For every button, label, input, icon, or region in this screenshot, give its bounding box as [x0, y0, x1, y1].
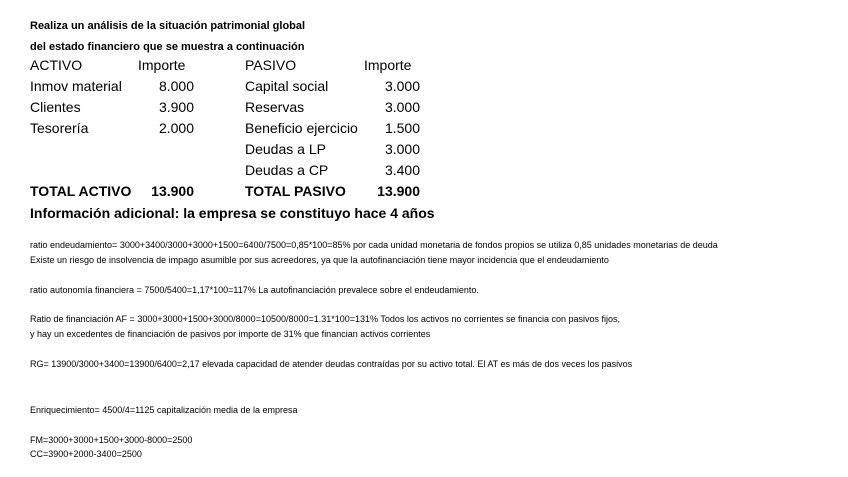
pasivo-label: Beneficio ejercicio: [245, 120, 358, 136]
pasivo-value: 3.000: [384, 99, 420, 115]
exercise-title-line-2: del estado financiero que se muestra a continuación: [30, 41, 305, 53]
note-ratio-financiacion: Ratio de financiación AF = 3000+3000+1500+3000/8000=10500/8000=1.31*100=131% Todos los activos no corrientes se financia con pasivos fijos,: [30, 314, 621, 324]
activo-value: 8.000: [158, 78, 194, 94]
activo-importe-header: Importe: [138, 57, 186, 73]
pasivo-value: 1.500: [384, 120, 420, 136]
pasivo-importe-header: Importe: [364, 57, 412, 73]
note-cc: CC=3900+2000-3400=2500: [30, 449, 142, 459]
activo-label: Inmov material: [30, 78, 122, 94]
exercise-title-line-1: Realiza un análisis de la situación patrimonial global: [30, 20, 306, 32]
activo-value: 2.000: [158, 120, 194, 136]
note-enriquecimiento: Enriquecimiento= 4500/4=1125 capitalización media de la empresa: [30, 405, 298, 415]
note-fm: FM=3000+3000+1500+3000-8000=2500: [30, 435, 193, 445]
note-excedentes: y hay un excedentes de financiación de pasivos por importe de 31% que financian activos corrientes: [30, 329, 431, 339]
pasivo-header: PASIVO: [245, 57, 297, 73]
pasivo-value: 3.000: [384, 78, 420, 94]
note-riesgo-insolvencia: Existe un riesgo de insolvencia de impago asumible por sus acreedores, ya que la autofinanciación tiene mayor incidencia que el endeudamiento: [30, 255, 609, 265]
pasivo-label: Deudas a CP: [245, 162, 329, 178]
pasivo-value: 3.400: [384, 162, 420, 178]
total-activo-value: 13.900: [151, 183, 194, 199]
total-activo-label: TOTAL ACTIVO: [30, 183, 132, 199]
activo-label: Clientes: [30, 99, 81, 115]
activo-label: Tesorería: [30, 120, 89, 136]
total-pasivo-label: TOTAL PASIVO: [245, 183, 346, 199]
pasivo-label: Deudas a LP: [245, 141, 326, 157]
pasivo-label: Reservas: [245, 99, 305, 115]
pasivo-label: Capital social: [245, 78, 329, 94]
activo-value: 3.900: [158, 99, 194, 115]
note-rg: RG= 13900/3000+3400=13900/6400=2,17 elevada capacidad de atender deudas contraídas por su activo total. El AT es más de dos veces los pasivos: [30, 359, 633, 369]
total-pasivo-value: 13.900: [377, 183, 420, 199]
activo-header: ACTIVO: [30, 57, 83, 73]
pasivo-value: 3.000: [384, 141, 420, 157]
additional-info: Información adicional: la empresa se constituyo hace 4 años: [30, 205, 435, 221]
note-ratio-endeudamiento: ratio endeudamiento= 3000+3400/3000+3000+1500=6400/7500=0,85*100=85% por cada unidad monetaria de fondos propios se utiliza 0,85 unidades monetarias de deuda: [30, 240, 718, 250]
note-ratio-autonomia: ratio autonomía financiera = 7500/5400=1,17*100=117% La autofinanciación prevalece sobre el endeudamiento.: [30, 285, 479, 295]
